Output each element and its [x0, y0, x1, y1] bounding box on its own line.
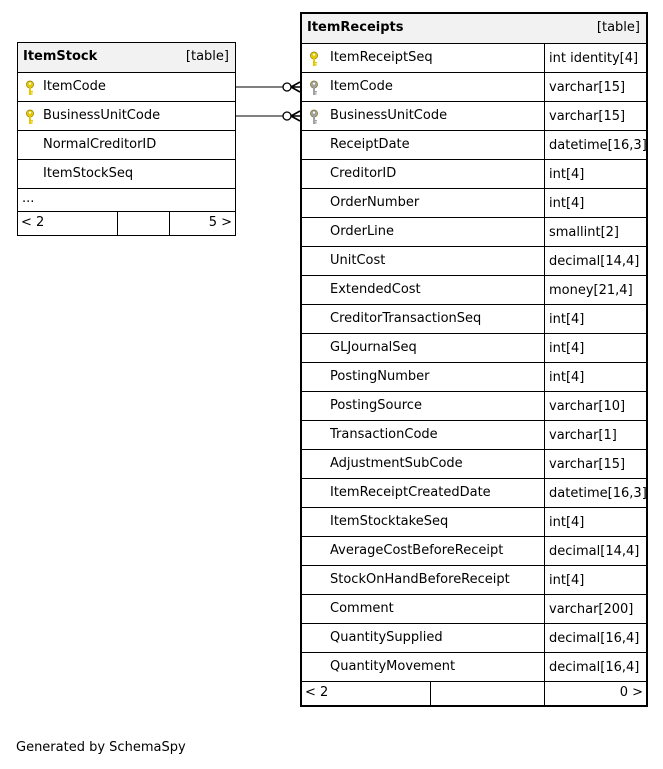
relationship-businessunitcode[interactable]	[235, 111, 300, 121]
column-type: decimal[14,4]	[544, 247, 639, 275]
column-type: int[4]	[544, 363, 584, 391]
column-type: decimal[14,4]	[544, 537, 639, 565]
column-name: UnitCost	[330, 253, 386, 268]
column-type: int[4]	[544, 189, 584, 217]
column-type: varchar[15]	[544, 450, 625, 478]
column-name: AverageCostBeforeReceipt	[330, 543, 504, 558]
column-type: int[4]	[544, 160, 584, 188]
column-name: ExtendedCost	[330, 282, 421, 297]
column-name: PostingSource	[330, 398, 422, 413]
column-type: datetime[16,3]	[544, 131, 647, 159]
table-kind: [table]	[596, 20, 640, 35]
zero-optional-marker	[283, 83, 291, 91]
children-count[interactable]: 5 >	[208, 215, 232, 230]
table-name: ItemStock	[23, 49, 98, 64]
column-type: datetime[16,3]	[544, 479, 647, 507]
parents-count[interactable]: < 2	[21, 215, 45, 230]
column-name: QuantityMovement	[330, 659, 456, 674]
column-name: BusinessUnitCode	[330, 108, 448, 123]
column-name: ItemReceiptSeq	[330, 50, 433, 65]
column-name: StockOnHandBeforeReceipt	[330, 572, 510, 587]
table-kind: [table]	[185, 49, 229, 64]
column-name: ReceiptDate	[330, 137, 410, 152]
column-name: GLJournalSeq	[330, 340, 417, 355]
zero-optional-marker	[283, 112, 291, 120]
column-name: BusinessUnitCode	[43, 108, 161, 123]
column-name: OrderLine	[330, 224, 395, 239]
column-type: varchar[15]	[544, 102, 625, 130]
column-type: int[4]	[544, 566, 584, 594]
relationship-itemcode[interactable]	[235, 82, 300, 92]
column-type: int[4]	[544, 334, 584, 362]
column-name: ItemCode	[43, 79, 106, 94]
column-name: CreditorID	[330, 166, 397, 181]
table-name: ItemReceipts	[307, 20, 404, 35]
column-name: PostingNumber	[330, 369, 430, 384]
ellipsis-text: ...	[22, 191, 35, 206]
column-name: ItemCode	[330, 79, 393, 94]
column-name: AdjustmentSubCode	[330, 456, 463, 471]
column-type: money[21,4]	[544, 276, 633, 304]
column-type: varchar[15]	[544, 73, 625, 101]
column-type: int identity[4]	[544, 44, 638, 72]
column-name: ItemStocktakeSeq	[330, 514, 449, 529]
column-type: decimal[16,4]	[544, 624, 639, 652]
children-count[interactable]: 0 >	[619, 685, 643, 700]
parents-count[interactable]: < 2	[305, 685, 329, 700]
column-type: int[4]	[544, 508, 584, 536]
column-name: NormalCreditorID	[43, 137, 157, 152]
column-name: OrderNumber	[330, 195, 420, 210]
generated-by-footer[interactable]: Generated by SchemaSpy	[16, 740, 186, 755]
column-type: varchar[10]	[544, 392, 625, 420]
column-name: ItemStockSeq	[43, 166, 134, 181]
column-name: TransactionCode	[330, 427, 438, 442]
column-type: decimal[16,4]	[544, 653, 639, 681]
column-type: varchar[1]	[544, 421, 617, 449]
column-type: smallint[2]	[544, 218, 619, 246]
crows-foot-marker	[291, 111, 300, 121]
column-name: CreditorTransactionSeq	[330, 311, 482, 326]
column-name: ItemReceiptCreatedDate	[330, 485, 491, 500]
column-name: QuantitySupplied	[330, 630, 443, 645]
crows-foot-marker	[291, 82, 300, 92]
column-name: Comment	[330, 601, 394, 616]
column-type: varchar[200]	[544, 595, 633, 623]
column-type: int[4]	[544, 305, 584, 333]
